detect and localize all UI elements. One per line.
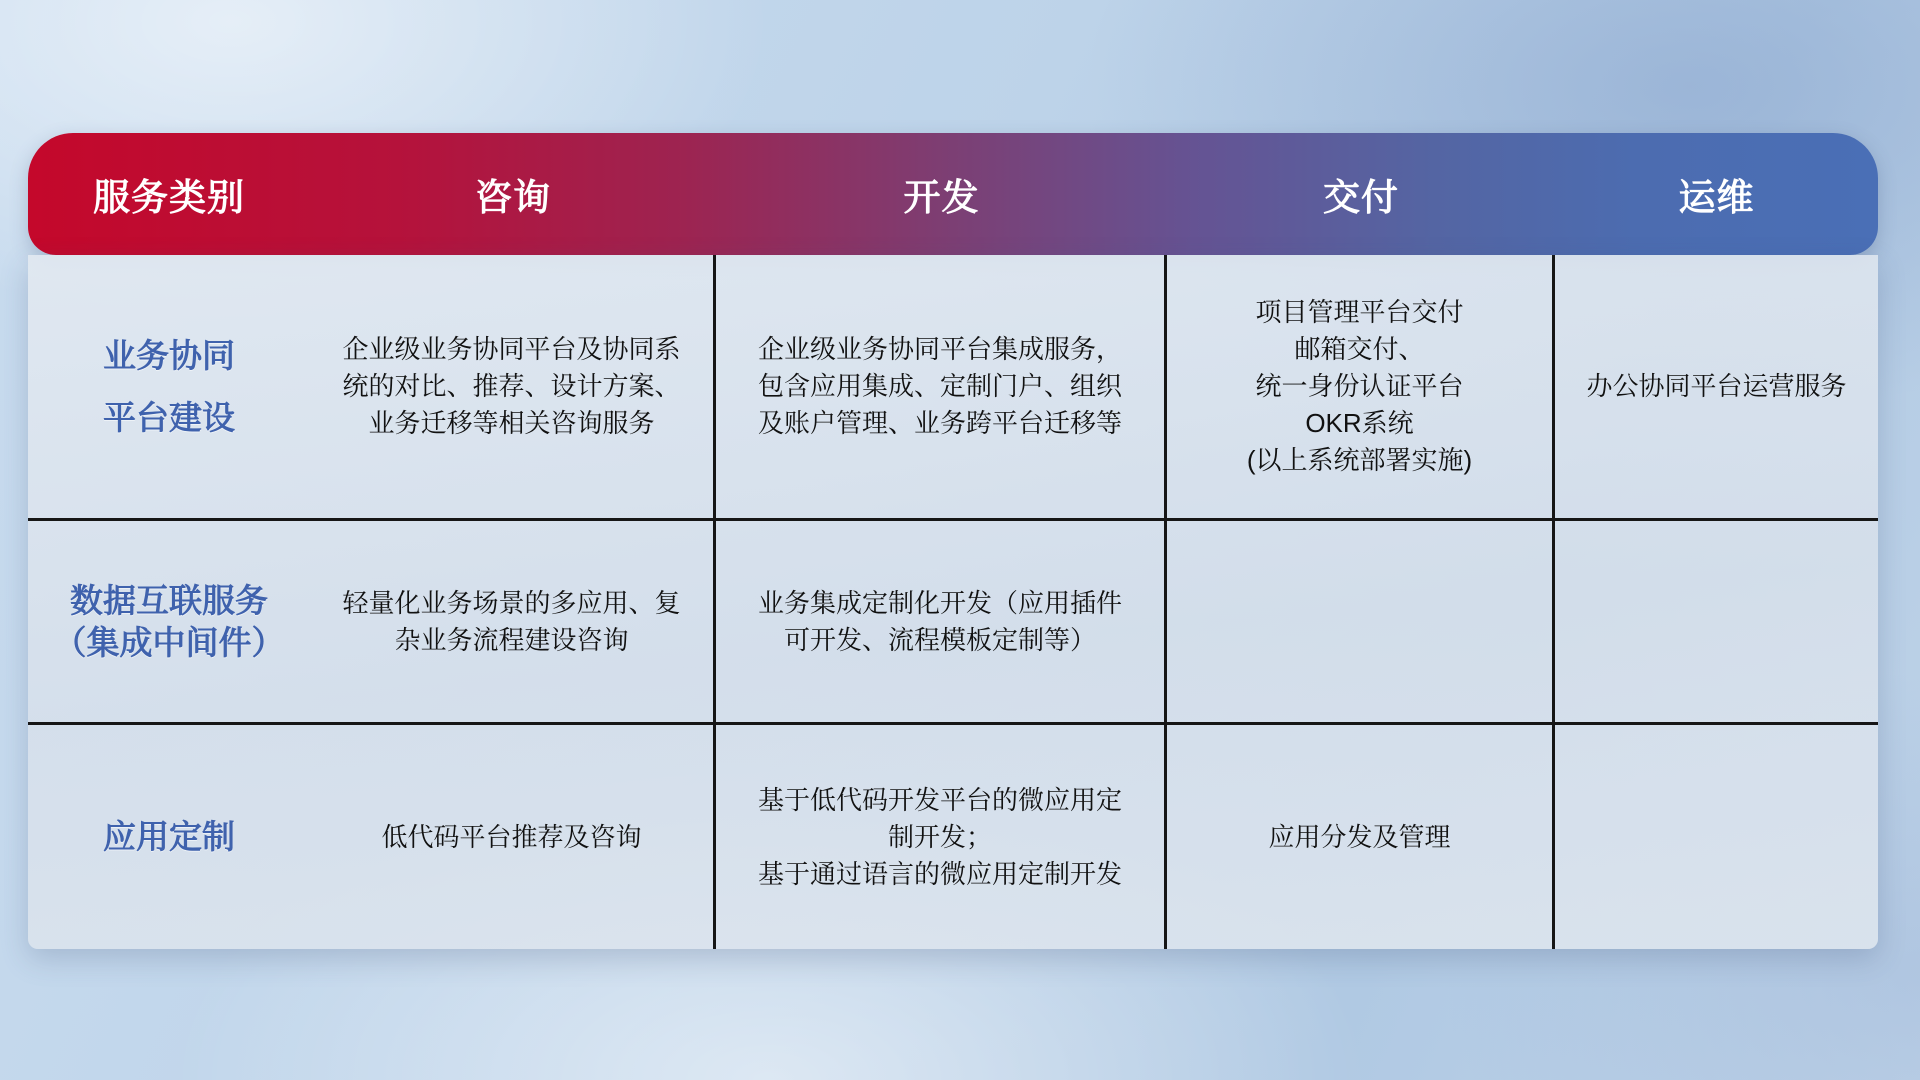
consulting-cell-app-customization: 低代码平台推荐及咨询 <box>310 725 716 949</box>
operations-cell-collaboration-platform: 办公协同平台运营服务 <box>1586 371 1847 401</box>
header-cell-delivery: 交付 <box>1323 177 1399 218</box>
category-cell-app-customization: 应用定制 <box>103 818 235 856</box>
header-cell-operations: 运维 <box>1678 177 1755 218</box>
header-cell-service-category: 服务类别 <box>93 177 245 218</box>
category-cell-data-interconnection: 数据互联服务 （集成中间件） <box>53 582 285 661</box>
development-cell-data-interconnection: 业务集成定制化开发（应用插件 可开发、流程模板定制等） <box>716 521 1167 722</box>
operations-cell-app-customization <box>1555 725 1878 949</box>
development-cell-app-customization: 基于低代码开发平台的微应用定 制开发； 基于通过语言的微应用定制开发 <box>716 725 1167 949</box>
table-body <box>28 255 1878 949</box>
table-row-data-interconnection <box>28 518 1878 722</box>
development-cell-collaboration-platform: 企业级业务协同平台集成服务， 包含应用集成、定制门户、组织 及账户管理、业务跨平台迁移等 <box>716 255 1167 518</box>
header-cell-consulting: 咨询 <box>475 177 551 218</box>
category-cell-collaboration-platform: 业务协同 平台建设 <box>103 337 235 436</box>
operations-cell-data-interconnection <box>1555 521 1878 722</box>
consulting-cell-collaboration-platform: 企业级业务协同平台及协同系 统的对比、推荐、设计方案、 业务迁移等相关咨询服务 <box>310 255 716 518</box>
table-row-app-customization <box>28 722 1878 949</box>
table-header-row <box>28 133 1878 255</box>
service-matrix-table <box>28 133 1878 949</box>
delivery-cell-data-interconnection <box>1167 521 1555 722</box>
consulting-cell-data-interconnection: 轻量化业务场景的多应用、复 杂业务流程建设咨询 <box>310 521 716 722</box>
delivery-cell-app-customization: 应用分发及管理 <box>1167 725 1555 949</box>
delivery-cell-collaboration-platform: 项目管理平台交付 邮箱交付、 统一身份认证平台 OKR系统 (以上系统部署实施) <box>1167 255 1555 518</box>
header-cell-development: 开发 <box>903 177 980 218</box>
table-row-collaboration-platform <box>28 255 1878 518</box>
